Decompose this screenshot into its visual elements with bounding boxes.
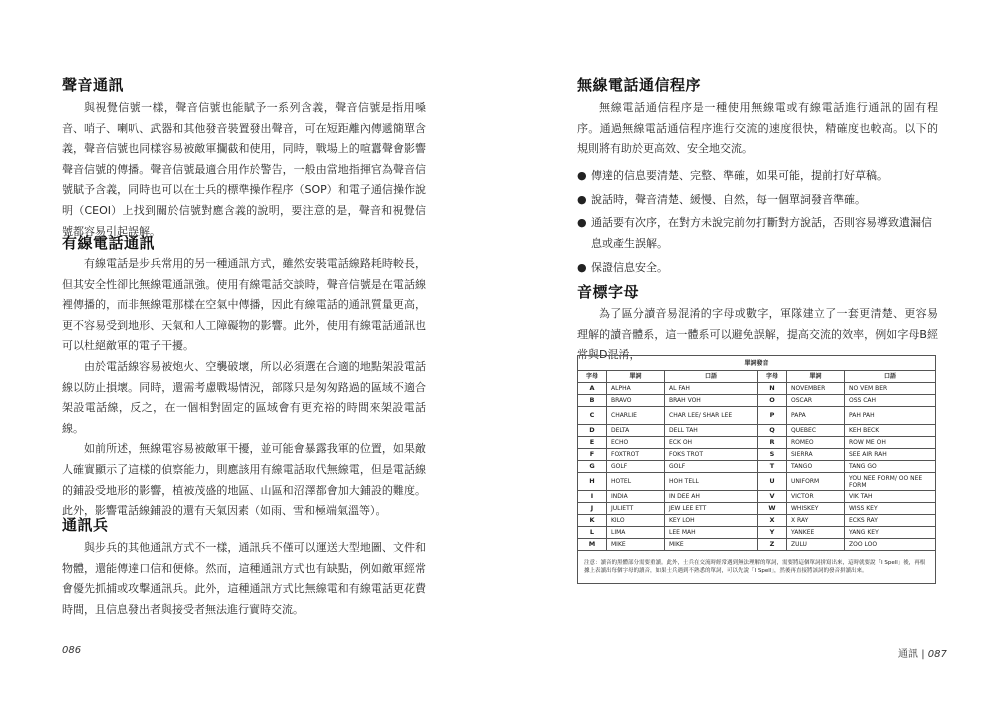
word-cell: DELTA xyxy=(607,425,665,437)
pronunciation-cell: DELL TAH xyxy=(665,425,758,437)
pronunciation-cell: WISS KEY xyxy=(845,503,936,515)
table-body xyxy=(578,383,936,551)
pronunciation-cell: SEE AIR RAH xyxy=(845,449,936,461)
table-row xyxy=(578,515,936,527)
table-note: 注意：讀音的黑體部分需要重讀。此外，士兵在交流時經常遇到無法理解的單詞，需要將這個單詞拼寫出來，這時就要說「I Spell」後，再根據上表讀出每個字母的讀音，如果士兵遇到不熟悉的單詞，可以先說「I Spell」，然後再直接將該詞的發音拼讀出來。 xyxy=(578,551,936,584)
column-header: 單詞 xyxy=(787,371,845,383)
pronunciation-cell: ECKS RAY xyxy=(845,515,936,527)
table-row xyxy=(578,461,936,473)
section-title: 通訊兵 xyxy=(62,516,109,534)
pronunciation-cell: OSS CAH xyxy=(845,395,936,407)
letter-cell: J xyxy=(578,503,607,515)
pronunciation-cell: LEE MAH xyxy=(665,527,758,539)
paragraph: 無線電話通信程序是一種使用無線電或有線電話進行通訊的固有程序。通過無線電話通信程序進行交流的速度很快，精確度也較高。以下的規則將有助於更高效、安全地交流。 xyxy=(577,101,938,156)
letter-cell: U xyxy=(758,473,787,491)
column-header: 單詞 xyxy=(607,371,665,383)
list-item: ● 保證信息安全。 xyxy=(577,258,938,279)
word-cell: ECHO xyxy=(607,437,665,449)
word-cell: KILO xyxy=(607,515,665,527)
word-cell: SIERRA xyxy=(787,449,845,461)
list-item: ● 傳達的信息要清楚、完整、準確，如果可能，提前打好草稿。 xyxy=(577,166,938,187)
section-title: 聲音通訊 xyxy=(62,76,125,94)
section-title: 有線電話通訊 xyxy=(62,234,156,252)
table-row xyxy=(578,449,936,461)
table-row xyxy=(578,539,936,551)
table-header-row xyxy=(578,371,936,383)
letter-cell: Y xyxy=(758,527,787,539)
table-row xyxy=(578,383,936,395)
pronunciation-cell: VIK TAH xyxy=(845,491,936,503)
section-phonetic-alphabet xyxy=(577,282,938,366)
table-title: 單詞發音 xyxy=(578,356,936,371)
column-header: 口語 xyxy=(665,371,758,383)
letter-cell: C xyxy=(578,407,607,425)
pronunciation-cell: KEY LOH xyxy=(665,515,758,527)
section-messenger xyxy=(62,515,426,620)
letter-cell: V xyxy=(758,491,787,503)
pronunciation-cell: JEW LEE ETT xyxy=(665,503,758,515)
letter-cell: R xyxy=(758,437,787,449)
paragraph: 為了區分讀音易混淆的字母或數字，軍隊建立了一套更清楚、更容易理解的讀音體系，這一體系可以避免誤解，提高交流的效率，例如字母B經常與D混淆， xyxy=(577,307,938,362)
section-wired-telephone xyxy=(62,233,426,522)
table-row xyxy=(578,473,936,491)
word-cell: LIMA xyxy=(607,527,665,539)
word-cell: ALPHA xyxy=(607,383,665,395)
word-cell: WHISKEY xyxy=(787,503,845,515)
left-page xyxy=(0,0,499,703)
letter-cell: E xyxy=(578,437,607,449)
word-cell: ROMEO xyxy=(787,437,845,449)
pronunciation-cell: GOLF xyxy=(665,461,758,473)
section-title: 無線電話通信程序 xyxy=(577,76,702,94)
pronunciation-cell: PAH PAH xyxy=(845,407,936,425)
word-cell: ZULU xyxy=(787,539,845,551)
word-cell: JULIETT xyxy=(607,503,665,515)
letter-cell: H xyxy=(578,473,607,491)
letter-cell: S xyxy=(758,449,787,461)
letter-cell: N xyxy=(758,383,787,395)
rules-list xyxy=(577,166,938,279)
column-header: 口語 xyxy=(845,371,936,383)
word-cell: OSCAR xyxy=(787,395,845,407)
word-cell: INDIA xyxy=(607,491,665,503)
letter-cell: G xyxy=(578,461,607,473)
word-cell: HOTEL xyxy=(607,473,665,491)
word-cell: UNIFORM xyxy=(787,473,845,491)
list-item: ● 通話要有次序，在對方未說完前勿打斷對方說話，否則容易導致遺漏信息或產生誤解。 xyxy=(577,213,938,255)
column-header: 字母 xyxy=(758,371,787,383)
letter-cell: W xyxy=(758,503,787,515)
word-cell: TANGO xyxy=(787,461,845,473)
table-row xyxy=(578,491,936,503)
pronunciation-cell: AL FAH xyxy=(665,383,758,395)
table-row xyxy=(578,503,936,515)
word-cell: NOVEMBER xyxy=(787,383,845,395)
word-cell: CHARLIE xyxy=(607,407,665,425)
phonetic-alphabet-table xyxy=(577,355,936,584)
letter-cell: D xyxy=(578,425,607,437)
pronunciation-cell: FOKS TROT xyxy=(665,449,758,461)
letter-cell: T xyxy=(758,461,787,473)
letter-cell: L xyxy=(578,527,607,539)
letter-cell: X xyxy=(758,515,787,527)
pronunciation-cell: ECK OH xyxy=(665,437,758,449)
word-cell: YANKEE xyxy=(787,527,845,539)
column-header: 字母 xyxy=(578,371,607,383)
letter-cell: Z xyxy=(758,539,787,551)
table-row xyxy=(578,395,936,407)
page-number: 087 xyxy=(927,649,947,660)
word-cell: VICTOR xyxy=(787,491,845,503)
word-cell: FOXTROT xyxy=(607,449,665,461)
word-cell: MIKE xyxy=(607,539,665,551)
letter-cell: K xyxy=(578,515,607,527)
paragraph: 與步兵的其他通訊方式不一樣，通訊兵不僅可以運送大型地圖、文件和物體，還能傳達口信和便條。然而，這種通訊方式也有缺點，例如敵軍經常會優先抓捕或攻擊通訊兵。此外，這種通訊方式比無線電和有線電話更花費時間，且信息發出者與接受者無法進行實時交流。 xyxy=(62,541,426,616)
letter-cell: B xyxy=(578,395,607,407)
pronunciation-cell: YOU NEE FORM/ OO NEE FORM xyxy=(845,473,936,491)
page-number: 086 xyxy=(62,645,82,656)
word-cell: BRAVO xyxy=(607,395,665,407)
word-cell: GOLF xyxy=(607,461,665,473)
chapter-name: 通訊 xyxy=(898,649,918,660)
list-item: ● 說話時，聲音清楚、緩慢、自然，每一個單詞發音準確。 xyxy=(577,190,938,211)
table-row xyxy=(578,407,936,425)
letter-cell: A xyxy=(578,383,607,395)
paragraph: 由於電話線容易被炮火、空襲破壞，所以必須選在合適的地點架設電話線以防止損壞。同時，還需考慮戰場情況，部隊只是匆匆路過的區域不適合架設電話線，反之，在一個相對固定的區域會有更充裕的時間來架設電話線。 xyxy=(62,359,426,435)
paragraph: 與視覺信號一樣，聲音信號也能賦予一系列含義，聲音信號是指用嗓音、哨子、喇叭、武器和其他發音裝置發出聲音，可在短距離內傳遞簡單含義，聲音信號也同樣容易被敵軍攔截和使用，同時，戰場上的喧囂聲會影響聲音信號的傳播。聲音信號最適合用作於警告，一般由當地指揮官為聲音信號賦予含義，同時也可以在士兵的標準操作程序（SOP）和電子通信操作說明（CEOI）上找到關於信號對應含義的說明，要注意的是，聲音和視覺信號都容易引起誤解。 xyxy=(62,101,426,238)
letter-cell: Q xyxy=(758,425,787,437)
pronunciation-cell: ROW ME OH xyxy=(845,437,936,449)
pronunciation-cell: IN DEE AH xyxy=(665,491,758,503)
word-cell: PAPA xyxy=(787,407,845,425)
letter-cell: F xyxy=(578,449,607,461)
table-row xyxy=(578,437,936,449)
letter-cell: I xyxy=(578,491,607,503)
pronunciation-cell: ZOO LOO xyxy=(845,539,936,551)
separator: | xyxy=(921,649,928,660)
table-row xyxy=(578,527,936,539)
pronunciation-cell: YANG KEY xyxy=(845,527,936,539)
section-title: 音標字母 xyxy=(577,283,640,301)
letter-cell: O xyxy=(758,395,787,407)
pronunciation-cell: MIKE xyxy=(665,539,758,551)
running-head xyxy=(898,645,947,660)
pronunciation-cell: HOH TELL xyxy=(665,473,758,491)
letter-cell: M xyxy=(578,539,607,551)
right-page xyxy=(500,0,999,703)
paragraph: 有線電話是步兵常用的另一種通訊方式，雖然安裝電話線路耗時較長，但其安全性卻比無線電通訊強。使用有線電話交談時，聲音信號是在電話線裡傳播的，而非無線電那樣在空氣中傳播，因此有線電話的通訊質量更高，更不容易受到地形、天氣和人工障礙物的影響。此外，使用有線電話通訊也可以杜絕敵軍的電子干擾。 xyxy=(62,257,426,353)
pronunciation-cell: CHAR LEE/ SHAR LEE xyxy=(665,407,758,425)
word-cell: X RAY xyxy=(787,515,845,527)
pronunciation-cell: BRAH VOH xyxy=(665,395,758,407)
section-radiotelephone-procedure xyxy=(577,75,938,282)
pronunciation-cell: KEH BECK xyxy=(845,425,936,437)
word-cell: QUEBEC xyxy=(787,425,845,437)
pronunciation-cell: NO VEM BER xyxy=(845,383,936,395)
paragraph: 如前所述，無線電容易被敵軍干擾，並可能會暴露我軍的位置，如果敵人確實顯示了這樣的偵察能力，則應該用有線電話取代無線電，但是電話線的鋪設受地形的影響，植被茂盛的地區、山區和沼澤都會加大鋪設的難度。此外，影響電話線鋪設的還有天氣因素（如雨、雪和極端氣溫等）。 xyxy=(62,442,426,518)
table-row xyxy=(578,425,936,437)
letter-cell: P xyxy=(758,407,787,425)
pronunciation-cell: TANG GO xyxy=(845,461,936,473)
section-sound-communication xyxy=(62,75,426,242)
